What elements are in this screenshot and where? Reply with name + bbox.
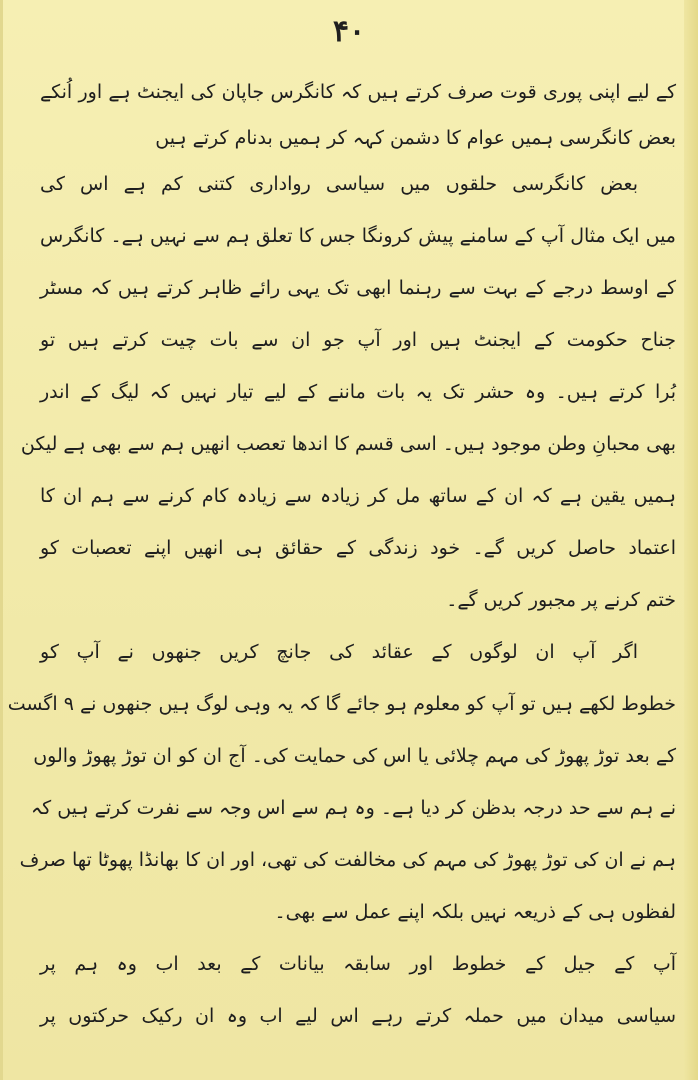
text-line-10: اعتماد حاصل کریں گے۔ خود زندگی کے حقائق ہی انھیں اپنے تعصبات کو xyxy=(40,537,676,559)
text-line-11: ختم کرنے پر مجبور کریں گے۔ xyxy=(446,589,676,611)
text-line-18: آپ کے جیل کے خطوط اور سابقہ بیانات کے بعد اب وہ ہم پر xyxy=(40,953,676,975)
page-number: ۴۰ xyxy=(332,14,366,49)
text-line-2: بعض کانگرسی ہمیں عوام کا دشمن کہہ کر ہمیں بدنام کرتے ہیں xyxy=(155,127,676,149)
text-line-1: کے لیے اپنی پوری قوت صرف کرتے ہیں کہ کانگرس جاپان کی ایجنٹ ہے اور اُنکے xyxy=(40,81,676,103)
text-line-14: کے بعد توڑ پھوڑ کی مہم چلائی یا اس کی حمایت کی۔ آج ان کو ان توڑ پھوڑ والوں xyxy=(33,745,676,767)
text-line-17: لفظوں ہی کے ذریعہ نہیں بلکہ اپنے عمل سے بھی۔ xyxy=(274,901,676,923)
text-line-16: ہم نے ان کی توڑ پھوڑ کی مہم کی مخالفت کی تھی، اور ان کا بھانڈا پھوٹا تھا صرف xyxy=(19,849,676,871)
text-line-13: خطوط لکھے ہیں تو آپ کو معلوم ہو جائے گا کہ یہ وہی لوگ ہیں جنھوں نے ۹ اگست xyxy=(7,693,676,715)
body-text xyxy=(7,66,676,1042)
text-line-4: میں ایک مثال آپ کے سامنے پیش کرونگا جس کا تعلق ہم سے نہیں ہے۔ کانگرس xyxy=(40,225,676,247)
page-left-edge xyxy=(0,0,3,1080)
text-line-15: نے ہم سے حد درجہ بدظن کر دیا ہے۔ وہ ہم سے اس وجہ سے نفرت کرتے ہیں کہ xyxy=(31,797,676,819)
text-line-12: اگر آپ ان لوگوں کے عقائد کی جانچ کریں جنھوں نے آپ کو xyxy=(40,641,638,663)
text-line-19: سیاسی میدان میں حملہ کرتے رہے اس لیے اب وہ ان رکیک حرکتوں پر xyxy=(40,1005,676,1027)
text-line-7: بُرا کرتے ہیں۔ وہ حشر تک یہ بات ماننے کے لیے تیار نہیں کہ لیگ کے اندر xyxy=(40,381,676,403)
text-line-6: جناح حکومت کے ایجنٹ ہیں اور آپ جو ان سے بات چیت کرتے ہیں تو xyxy=(40,329,676,351)
text-line-8: بھی محبانِ وطن موجود ہیں۔ اسی قسم کا اندھا تعصب انھیں ہم سے بھی ہے لیکن xyxy=(20,433,676,455)
text-line-9: ہمیں یقین ہے کہ ان کے ساتھ مل کر زیادہ سے زیادہ کام کرنے سے ہم ان کا xyxy=(40,485,676,507)
page-right-edge xyxy=(684,0,698,1080)
text-line-5: کے اوسط درجے کے بہت سے رہنما ابھی تک یہی رائے ظاہر کرتے ہیں کہ مسٹر xyxy=(40,277,676,299)
text-line-3: بعض کانگرسی حلقوں میں سیاسی رواداری کتنی کم ہے اس کی xyxy=(40,173,638,195)
